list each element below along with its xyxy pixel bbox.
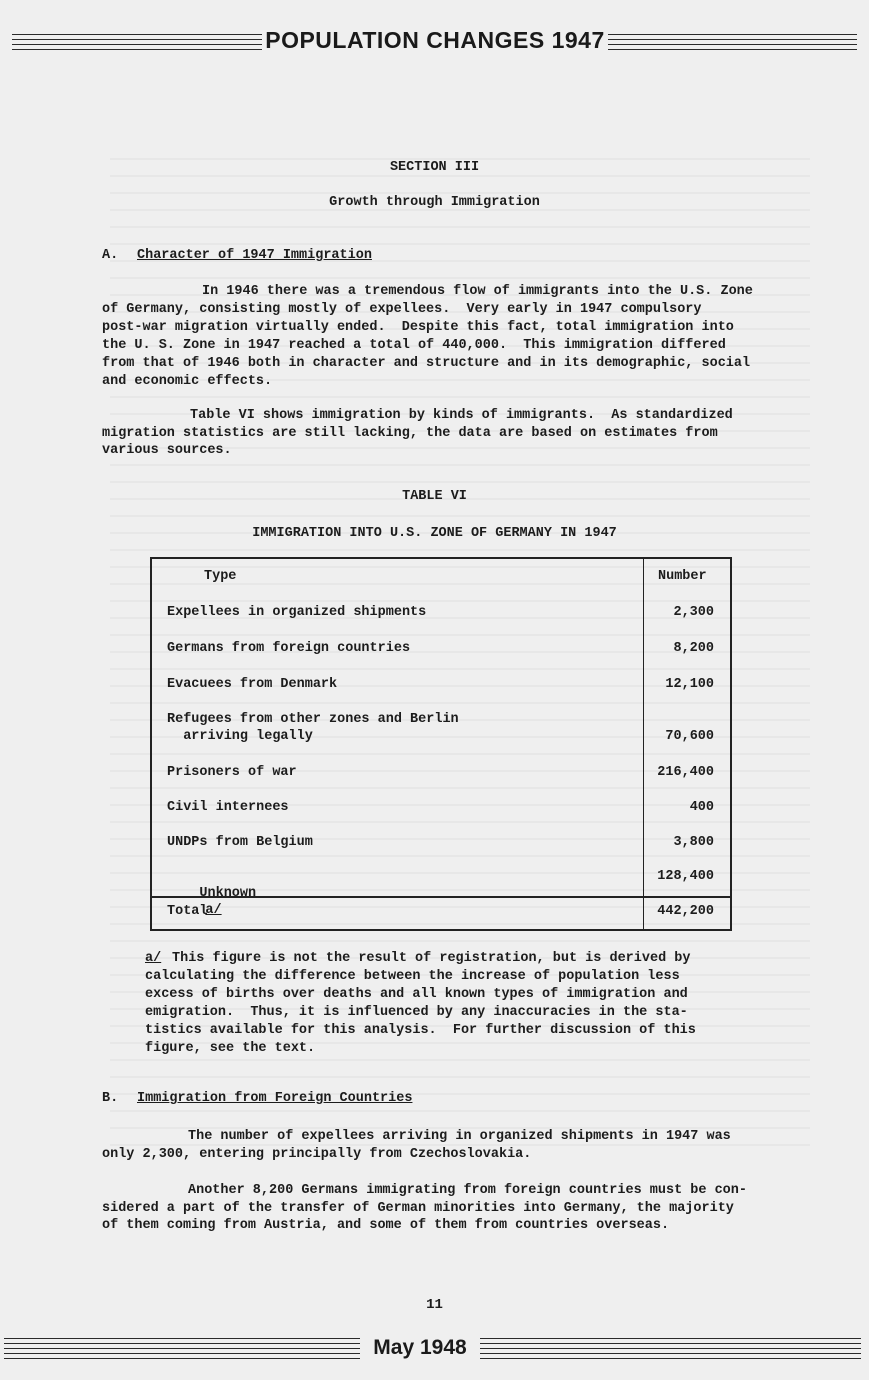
part-b-label: B. xyxy=(102,1091,119,1106)
table-header-number: Number xyxy=(658,569,707,584)
part-a-heading: Character of 1947 Immigration xyxy=(137,248,372,263)
footer-date: May 1948 xyxy=(360,1336,480,1360)
table-row-type: Civil internees xyxy=(167,800,289,815)
table-row-number: 3,800 xyxy=(673,835,714,850)
table-row-type: Germans from foreign countries xyxy=(167,641,411,656)
page-number: 11 xyxy=(426,1297,443,1313)
table-row-type: UNDPs from Belgium xyxy=(167,835,313,850)
table-row-number: 8,200 xyxy=(673,641,714,656)
footnote-reference: a/ xyxy=(205,903,222,918)
table-row-type-continued: arriving legally xyxy=(167,729,313,744)
footnote-mark: a/ xyxy=(145,951,162,966)
table-row-type: Evacuees from Denmark xyxy=(167,677,338,692)
unknown-label: Unknown xyxy=(199,886,257,901)
table-row-number: 128,400 xyxy=(657,869,714,884)
table-label: TABLE VI xyxy=(402,489,467,504)
table-row-type: Expellees in organized shipments xyxy=(167,605,427,620)
section-number: SECTION III xyxy=(389,160,480,175)
table-row-type: Refugees from other zones and Berlin xyxy=(167,712,459,727)
table-row-number: 2,300 xyxy=(673,605,714,620)
table-title: IMMIGRATION INTO U.S. ZONE OF GERMANY IN 1947 xyxy=(252,526,617,541)
table-row-number: 216,400 xyxy=(657,765,714,780)
table-total-label: Total xyxy=(167,904,208,919)
part-b-heading: Immigration from Foreign Countries xyxy=(137,1091,413,1106)
page-header-title: POPULATION CHANGES 1947 xyxy=(262,27,608,54)
table-header-type: Type xyxy=(204,569,237,584)
table-row-number: 12,100 xyxy=(665,677,714,692)
table-total-number: 442,200 xyxy=(657,904,714,919)
table-row-type xyxy=(167,868,256,936)
table-row-number: 400 xyxy=(689,800,714,815)
immigration-table xyxy=(150,557,732,931)
table-row-type: Prisoners of war xyxy=(167,765,297,780)
table-row-number: 70,600 xyxy=(665,729,714,744)
section-title: Growth through Immigration xyxy=(329,195,540,210)
part-a-label: A. xyxy=(102,248,119,263)
